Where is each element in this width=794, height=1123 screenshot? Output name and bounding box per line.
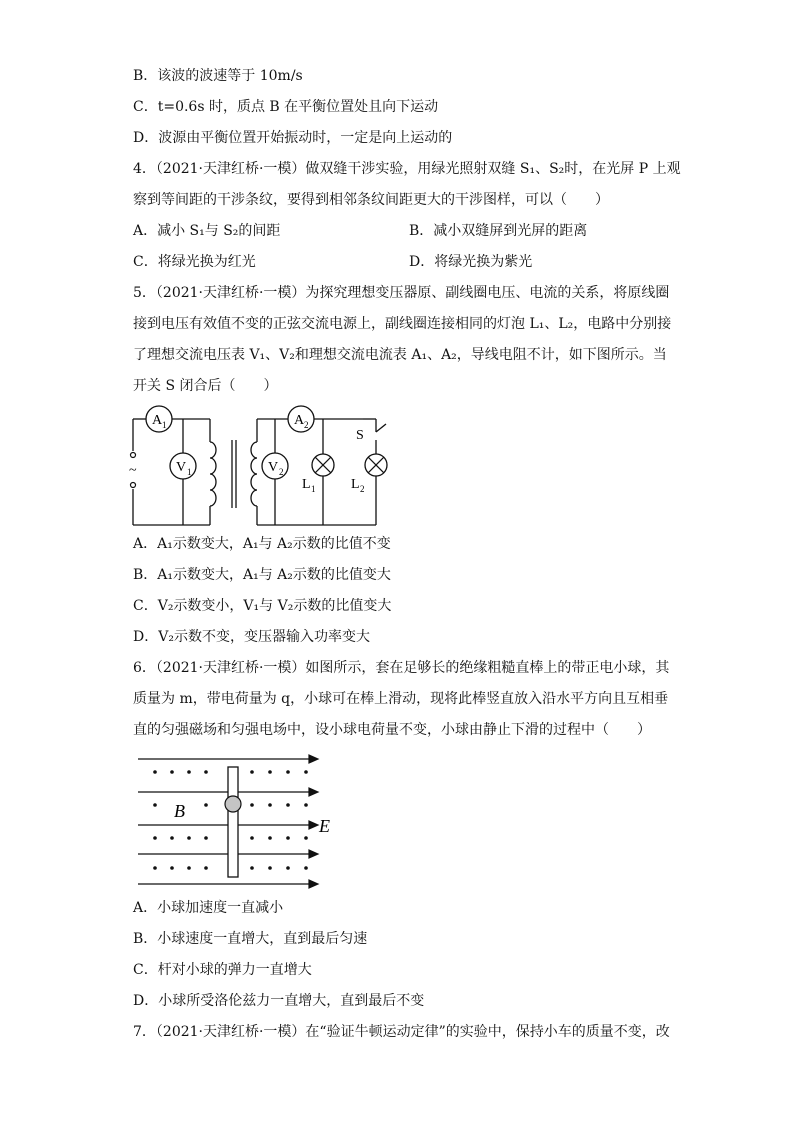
magnetic-field-dot — [268, 803, 272, 807]
magnetic-field-dot — [170, 770, 174, 774]
q6-stem-line1: 6．（2021·天津红桥·一模）如图所示，套在足够长的绝缘粗糙直棒上的带正电小球，其 — [133, 660, 670, 676]
magnetic-field-dot — [250, 770, 254, 774]
svg-text:1: 1 — [187, 467, 192, 477]
q4-option-c: C．将绿光换为红光 — [133, 254, 256, 270]
ac-terminal-bottom — [131, 483, 136, 488]
magnetic-field-dot — [153, 866, 157, 870]
charged-ball — [225, 796, 241, 812]
magnetic-field-dot — [204, 866, 208, 870]
q6-option-d: D．小球所受洛伦兹力一直增大，直到最后不变 — [133, 993, 425, 1009]
q5-stem-line4: 开关 S 闭合后（ ） — [133, 378, 278, 394]
magnetic-field-dot — [250, 836, 254, 840]
q5-option-b: B．A₁示数变大，A₁与 A₂示数的比值变大 — [133, 567, 391, 583]
svg-text:L: L — [302, 477, 311, 492]
svg-text:V: V — [176, 460, 187, 475]
q4-option-d: D．将绿光换为紫光 — [409, 254, 533, 270]
magnetic-field-dot — [204, 803, 208, 807]
ac-terminal-top — [131, 453, 136, 458]
magnetic-field-dot — [268, 836, 272, 840]
q7-stem-line1: 7．（2021·天津红桥·一模）在“验证牛顿运动定律”的实验中，保持小车的质量不变，改 — [133, 1024, 670, 1040]
magnetic-field-dot — [187, 770, 191, 774]
q5-option-c: C．V₂示数变小，V₁与 V₂示数的比值变大 — [133, 598, 392, 614]
q6-stem-line2: 质量为 m，带电荷量为 q，小球可在棒上滑动，现将此棒竖直放入沿水平方向且互相垂 — [133, 691, 669, 707]
ammeter-a2 — [288, 406, 314, 432]
magnetic-field-dot — [268, 866, 272, 870]
magnetic-field-dot — [187, 866, 191, 870]
q6-option-b: B．小球速度一直增大，直到最后匀速 — [133, 931, 368, 947]
q3-option-c: C．t=0.6s 时，质点 B 在平衡位置处且向下运动 — [133, 99, 439, 115]
svg-text:1: 1 — [311, 484, 316, 494]
q5-option-a: A．A₁示数变大，A₁与 A₂示数的比值不变 — [133, 536, 391, 552]
magnetic-field-label: B — [174, 801, 185, 821]
q3-option-d: D．波源由平衡位置开始振动时，一定是向上运动的 — [133, 130, 453, 146]
svg-text:A: A — [294, 413, 305, 428]
voltmeter-v1 — [170, 453, 196, 479]
magnetic-field-dot — [170, 836, 174, 840]
magnetic-field-dot — [304, 803, 308, 807]
q4-stem-line1: 4．（2021·天津红桥·一模）做双缝干涉实验，用绿光照射双缝 S₁、S₂时，在光屏 P 上观 — [133, 161, 681, 177]
electric-field-arrowhead — [309, 850, 318, 858]
magnetic-field-dot — [286, 770, 290, 774]
svg-text:L: L — [351, 477, 360, 492]
magnetic-field-dot — [304, 836, 308, 840]
q6-option-c: C．杆对小球的弹力一直增大 — [133, 962, 312, 978]
magnetic-field-dot — [153, 803, 157, 807]
lamp-l2-icon — [365, 454, 387, 476]
magnetic-field-dot — [250, 803, 254, 807]
svg-text:2: 2 — [304, 420, 309, 430]
q4-option-b: B．减小双缝屏到光屏的距离 — [409, 223, 588, 239]
svg-text:2: 2 — [279, 467, 284, 477]
ammeter-a1 — [146, 406, 172, 432]
magnetic-field-dot — [187, 836, 191, 840]
magnetic-field-dot — [204, 836, 208, 840]
magnetic-field-dot — [268, 770, 272, 774]
q3-option-b: B．该波的波速等于 10m/s — [133, 68, 303, 84]
svg-text:A: A — [152, 413, 163, 428]
q4-option-a: A．减小 S₁与 S₂的间距 — [133, 223, 281, 239]
magnetic-field-dot — [204, 770, 208, 774]
q6-stem-line3: 直的匀强磁场和匀强电场中，设小球电荷量不变，小球由静止下滑的过程中（ ） — [133, 722, 651, 738]
magnetic-field-dot — [286, 836, 290, 840]
transformer-circuit-diagram — [126, 402, 391, 530]
lamp-l2-label — [351, 477, 365, 494]
magnetic-field-dot — [170, 866, 174, 870]
magnetic-field-dot — [304, 866, 308, 870]
magnetic-field-dot — [286, 803, 290, 807]
q5-option-d: D．V₂示数不变，变压器输入功率变大 — [133, 629, 370, 645]
magnetic-field-dot — [304, 770, 308, 774]
switch-s-label: S — [356, 428, 364, 443]
electric-field-arrowhead — [309, 821, 318, 829]
magnetic-field-dot — [286, 866, 290, 870]
field-rod-diagram — [134, 750, 344, 892]
svg-text:2: 2 — [360, 484, 365, 494]
electric-field-arrowhead — [309, 755, 318, 763]
ac-source-symbol: ~ — [129, 463, 137, 478]
magnetic-field-dot — [153, 770, 157, 774]
insulating-rod — [228, 767, 238, 877]
q5-stem-line3: 了理想交流电压表 V₁、V₂和理想交流电流表 A₁、A₂，导线电阻不计，如下图所示。当 — [133, 347, 667, 363]
lamp-l1-icon — [312, 454, 334, 476]
electric-field-arrowhead — [309, 880, 318, 888]
svg-text:1: 1 — [162, 420, 167, 430]
q5-stem-line1: 5．（2021·天津红桥·一模）为探究理想变压器原、副线圈电压、电流的关系，将原线圈 — [133, 285, 670, 301]
electric-field-arrowhead — [309, 788, 318, 796]
electric-field-label: E — [319, 816, 330, 836]
magnetic-field-dot — [250, 866, 254, 870]
q6-option-a: A．小球加速度一直减小 — [133, 900, 284, 916]
q5-stem-line2: 接到电压有效值不变的正弦交流电源上，副线圈连接相同的灯泡 L₁、L₂，电路中分别接 — [133, 316, 672, 332]
voltmeter-v2 — [262, 453, 288, 479]
lamp-l1-label — [302, 477, 316, 494]
svg-text:V: V — [268, 460, 279, 475]
magnetic-field-dot — [153, 836, 157, 840]
q4-stem-line2: 察到等间距的干涉条纹，要得到相邻条纹间距更大的干涉图样，可以（ ） — [133, 192, 609, 208]
